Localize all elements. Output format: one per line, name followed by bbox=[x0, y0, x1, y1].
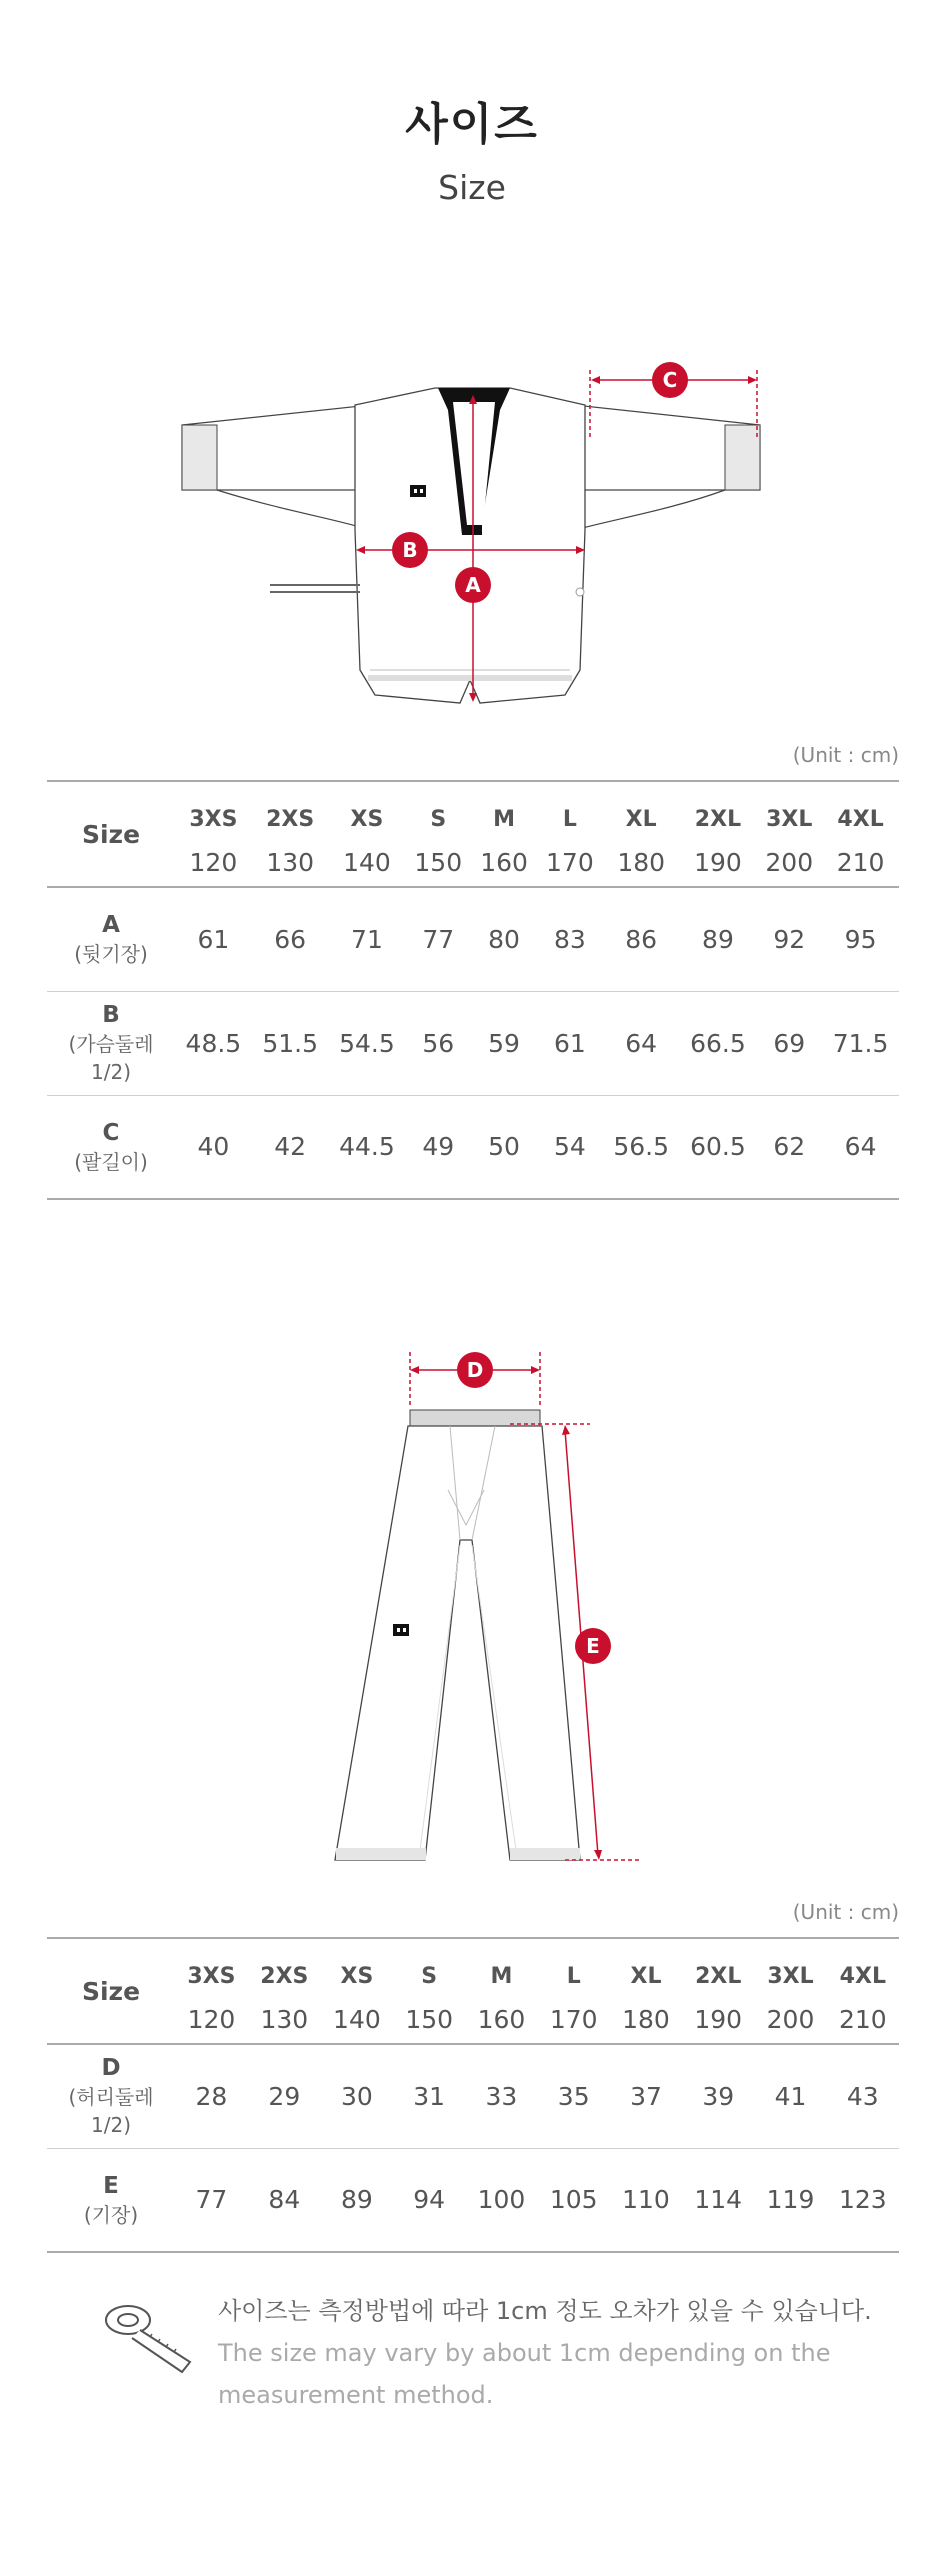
unit-label-top: (Unit : cm) bbox=[792, 743, 899, 767]
note-korean: 사이즈는 측정방법에 따라 1cm 정도 오차가 있을 수 있습니다. bbox=[218, 2297, 872, 2325]
table-header-sizes: Size 3XS 2XS XS S M L XL 2XL 3XL 4XL bbox=[47, 1938, 899, 1995]
marker-e: E bbox=[575, 1628, 611, 1664]
table-row: D (허리둘레 1/2) 28 29 30 31 33 35 37 39 41 43 bbox=[47, 2044, 899, 2148]
pants-size-table bbox=[47, 1937, 899, 2253]
marker-a: A bbox=[455, 567, 491, 603]
page-title: 사이즈 bbox=[405, 99, 539, 150]
jacket-illustration bbox=[170, 340, 780, 720]
size-column-label: Size bbox=[81, 1976, 141, 2006]
table-row: A (뒷기장) 61 66 71 77 80 83 86 89 92 95 bbox=[47, 887, 899, 991]
table-row: C (팔길이) 40 42 44.5 49 50 54 56.5 60.5 62 64 bbox=[47, 1095, 899, 1199]
table-header-heights: 120 130 140 150 160 170 180 190 200 210 bbox=[189, 847, 885, 877]
table-row: B (가슴둘레 1/2) 48.5 51.5 54.5 56 59 61 64 66.5 69 71.5 bbox=[47, 991, 899, 1095]
unit-label-bottom: (Unit : cm) bbox=[792, 1900, 899, 1924]
marker-d: D bbox=[457, 1352, 493, 1388]
table-row: E (기장) 77 84 89 94 100 105 110 114 119 123 bbox=[47, 2148, 899, 2252]
page-subtitle: Size bbox=[438, 168, 506, 207]
measuring-tape-icon bbox=[100, 2290, 200, 2380]
table-header-heights: 120 130 140 150 160 170 180 190 200 210 bbox=[187, 2004, 887, 2034]
marker-c: C bbox=[652, 362, 688, 398]
jacket-size-table bbox=[47, 780, 899, 1200]
note-english-line2: measurement method. bbox=[218, 2381, 494, 2409]
note-english-line1: The size may vary by about 1cm depending on the bbox=[218, 2339, 831, 2367]
size-column-label: Size bbox=[81, 819, 141, 849]
table-header-sizes: Size 3XS 2XS XS S M L XL 2XL 3XL 4XL bbox=[47, 781, 899, 838]
marker-b: B bbox=[392, 532, 428, 568]
pants-illustration bbox=[320, 1340, 650, 1880]
